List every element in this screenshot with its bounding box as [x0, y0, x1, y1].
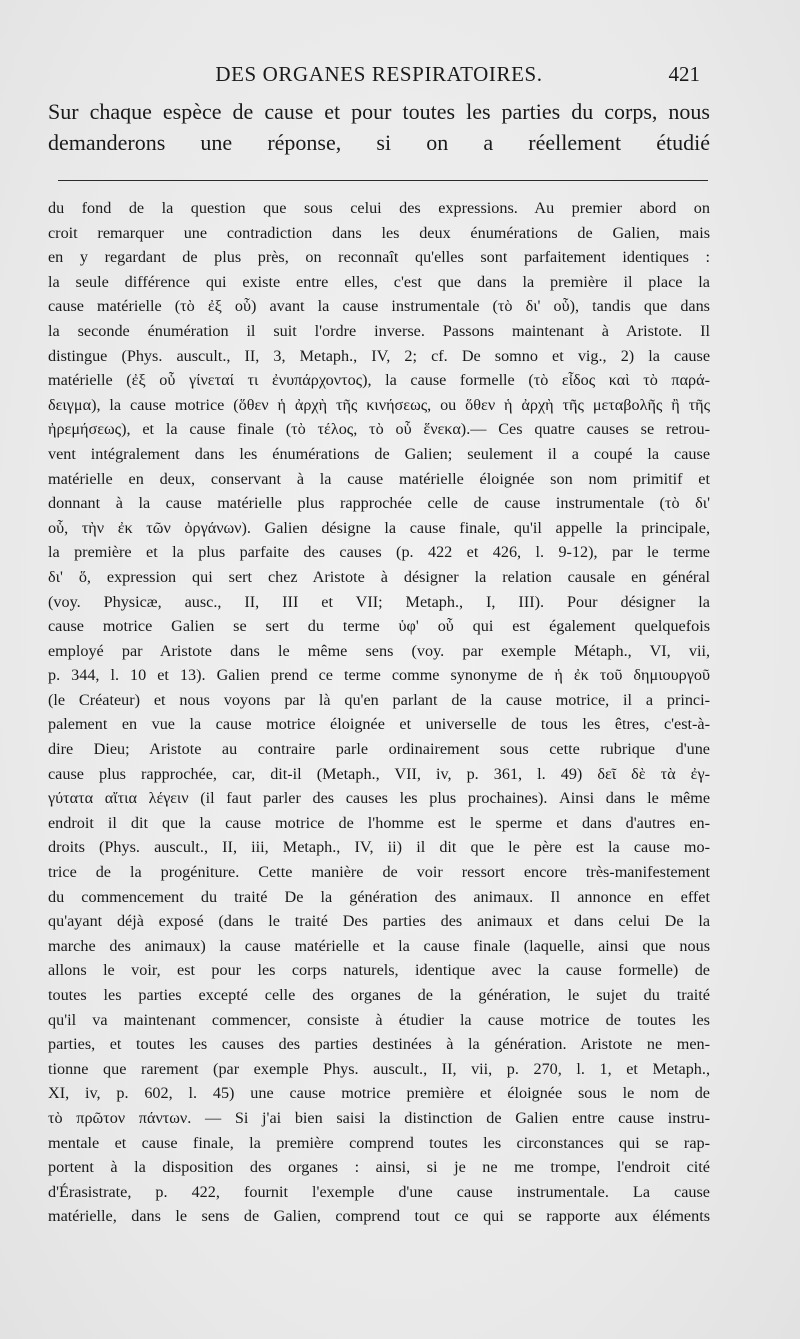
footnote-line: dire Dieu; Aristote au contraire parle ordinairement sous cette rubrique d'une: [48, 740, 710, 759]
footnote-line: matérielle, dans le sens de Galien, comprend tout ce qui se rapporte aux éléments: [48, 1207, 710, 1226]
footnote-line: vent intégralement dans les énumérations de Galien; seulement il a coupé la cause: [48, 444, 710, 463]
footnote-line: cause plus rapprochée, car, dit-il (Metaph., VII, iv, p. 361, l. 49) δεῖ δὲ τὰ ἐγ-: [48, 764, 710, 783]
page-number: 421: [668, 62, 700, 86]
footnote-line: tionne que rarement (par exemple Phys. auscult., II, vii, p. 270, l. 1, et Metaph.,: [48, 1059, 710, 1078]
footnote-line: distingue (Phys. auscult., II, 3, Metaph., IV, 2; cf. De somno et vig., 2) la cause: [48, 346, 710, 365]
footnote-line: la première et la plus parfaite des causes (p. 422 et 426, l. 9-12), par le terme: [48, 543, 710, 562]
footnote-line: allons le voir, est pour les corps naturels, identique avec la cause formelle) de: [48, 961, 710, 980]
running-head: [48, 56, 710, 92]
footnote-line: la seule différence qui existe entre elles, c'est que dans la première il place la: [48, 272, 710, 291]
footnote-line: ἠρεμήσεως), et la cause finale (τὸ τέλος, τὸ οὗ ἕνεκα).— Ces quatre causes se retrou-: [48, 420, 710, 439]
footnote-line: croit remarquer une contradiction dans les deux énumérations de Galien, mais: [48, 223, 710, 242]
footnote-line: δειγμα), la cause motrice (ὅθεν ἡ ἀρχὴ τῆς κινήσεως, ou ὅθεν ἡ ἀρχὴ τῆς μεταβολῆς ἢ τῆς: [48, 395, 710, 414]
running-title: DES ORGANES RESPIRATOIRES.: [215, 62, 543, 86]
footnote-line: mentale et cause finale, la première comprend toutes les circonstances qui se rap-: [48, 1133, 710, 1152]
footnote-line: la seconde énumération il suit l'ordre inverse. Passons maintenant à Aristote. Il: [48, 321, 710, 340]
footnote-line: marche des animaux) la cause matérielle et la cause finale (laquelle, ainsi que nous: [48, 936, 710, 955]
footnote-line: cause motrice Galien se sert du terme ὑφ' οὗ qui est également quelquefois: [48, 617, 710, 636]
footnote-line: matérielle en deux, conservant à la cause matérielle éloignée son nom primitif et: [48, 469, 710, 488]
footnote-line: droits (Phys. auscult., II, iii, Metaph., IV, ii) il dit que le père est la cause mo-: [48, 838, 710, 857]
footnote-line: endroit il dit que la cause motrice de l'homme est le sperme et dans d'autres en-: [48, 813, 710, 832]
footnote-line: p. 344, l. 10 et 13). Galien prend ce terme comme synonyme de ἡ ἐκ τοῦ δημιουργοῦ: [48, 666, 710, 685]
footnote-line: portent à la disposition des organes : ainsi, si je ne me trompe, l'endroit cité: [48, 1158, 710, 1177]
main-paragraph: Sur chaque espèce de cause et pour toutes les parties du corps, nous demanderons une réponse, si on a réellement étudié: [48, 99, 710, 155]
footnote-line: toutes les parties excepté celle des organes de la génération, le sujet du traité: [48, 986, 710, 1004]
footnote-line: δι' ὅ, expression qui sert chez Aristote à désigner la relation causale en général: [48, 567, 710, 586]
footnote-line: donnant à la cause matérielle plus rapprochée celle de cause instrumentale (τὸ δι': [48, 494, 710, 513]
footnote-line: du commencement du traité De la génération des animaux. Il annonce en effet: [48, 887, 710, 906]
footnote-line: matérielle (ἐξ οὗ γίνεταί τι ἐνυπάρχοντος), la cause formelle (τὸ εἶδος καὶ τὸ παρά-: [48, 371, 710, 390]
footnote-line: trice de la progéniture. Cette manière de voir ressort encore très-manifestement: [48, 863, 710, 882]
footnote-line: parties, et toutes les causes des parties destinées à la génération. Aristote ne men-: [48, 1035, 710, 1054]
footnote-line: οὗ, τὴν ἐκ τῶν ὀργάνων). Galien désigne la cause finale, qu'il appelle la principale,: [48, 518, 710, 537]
footnote-line: (le Créateur) et nous voyons par là qu'en parlant de la cause motrice, il a princi-: [48, 690, 710, 709]
footnote-line: cause matérielle (τὸ ἐξ οὗ) avant la cause instrumentale (τὸ δι' οὗ), tandis que dans: [48, 297, 710, 316]
footnote-line: d'Érasistrate, p. 422, fournit l'exemple d'une cause instrumentale. La cause: [48, 1182, 710, 1201]
footnote-line: palement en vue la cause motrice éloignée et universelle de tous les êtres, c'est-à-: [48, 715, 710, 734]
footnote: [48, 196, 710, 1229]
footnote-line: qu'ayant déjà exposé (dans le traité Des parties des animaux et dans celui De la: [48, 912, 710, 931]
footnote-line: du fond de la question que sous celui des expressions. Au premier abord on: [48, 199, 710, 217]
footnote-line: γύτατα αἴτια λέγειν (il faut parler des causes les plus prochaines). Ainsi dans le même: [48, 789, 710, 808]
footnote-line: τὸ πρῶτον πάντων. — Si j'ai bien saisi la distinction de Galien entre cause instru-: [48, 1108, 710, 1127]
footnote-line: en y regardant de plus près, on reconnaît qu'elles sont parfaitement identiques :: [48, 248, 710, 267]
main-text: [48, 96, 710, 158]
footnote-separator-rule: [58, 180, 708, 181]
footnote-line: qu'il va maintenant commencer, consiste à étudier la cause motrice de toutes les: [48, 1010, 710, 1029]
footnote-line: XI, iv, p. 602, l. 45) une cause motrice première et éloignée sous le nom de: [48, 1084, 710, 1103]
footnote-line: (voy. Physicæ, ausc., II, III et VII; Metaph., I, III). Pour désigner la: [48, 592, 710, 611]
footnote-line: employé par Aristote dans le même sens (voy. par exemple Métaph., VI, vii,: [48, 641, 710, 660]
